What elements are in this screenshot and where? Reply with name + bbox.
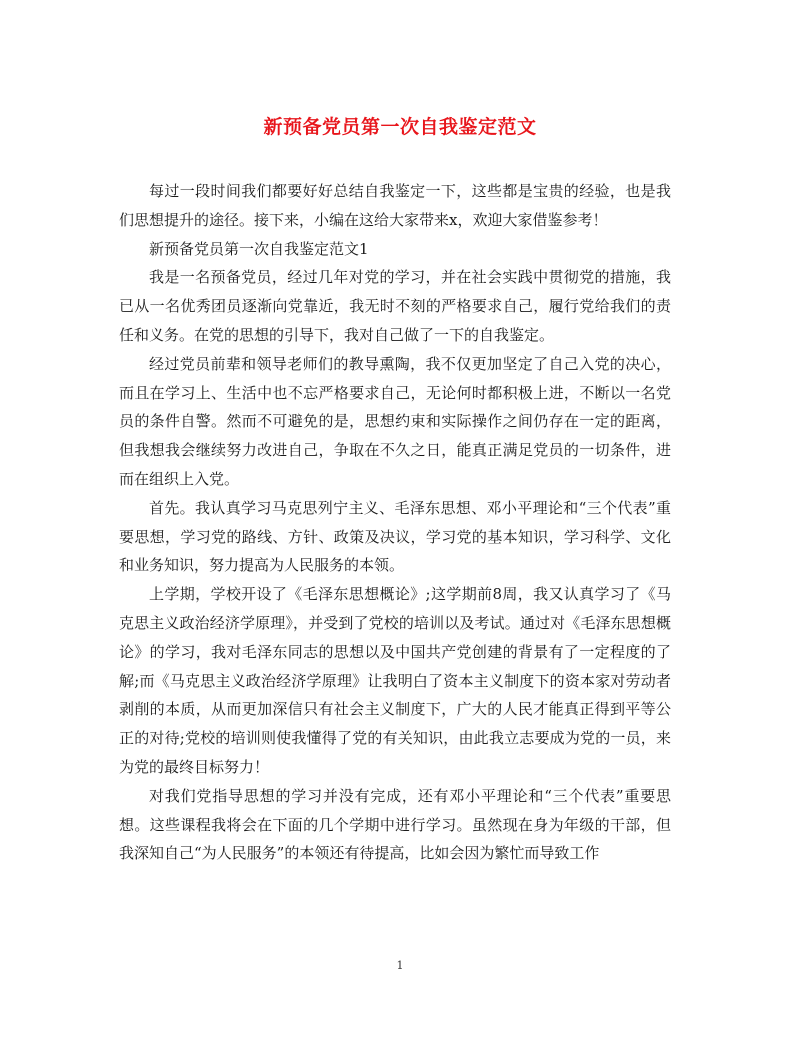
paragraph: 上学期，学校开设了《毛泽东思想概论》;这学期前8周，我又认真学习了《马克思主义政治经济学原理》，并受到了党校的培训以及考试。通过对《毛泽东思想概论》的学习，我对毛泽东同志的思想以及中国共产党创建的背景有了一定程度的了解;而《马克思主义政治经济学原理》让我明白了资本主义制度下的资本家对劳动者剥削的本质，从而更加深信只有社会主义制度下，广大的人民才能真正得到平等公正的对待;党校的培训则使我懂得了党的有关知识，由此我立志要成为党的一员，来为党的最终目标努力！: [119, 585, 671, 776]
paragraph: 经过党员前辈和领导老师们的教导熏陶，我不仅更加坚定了自己入党的决心，而且在学习上、生活中也不忘严格要求自己，无论何时都积极上进，不断以一名党员的条件自警。然而不可避免的是，思想约束和实际操作之间仍存在一定的距离，但我想我会继续努力改进自己，争取在不久之日，能真正满足党员的一切条件，进而在组织上入党。: [119, 354, 671, 488]
paragraph: 每过一段时间我们都要好好总结自我鉴定一下，这些都是宝贵的经验，也是我们思想提升的途径。接下来，小编在这给大家带来x，欢迎大家借鉴参考！: [119, 182, 671, 229]
document-title: 新预备党员第一次自我鉴定范文: [263, 116, 537, 138]
page-number: 1: [396, 959, 404, 972]
document-body: [119, 177, 671, 868]
paragraph: 对我们党指导思想的学习并没有完成，还有邓小平理论和“三个代表”重要思想。这些课程我将会在下面的几个学期中进行学习。虽然现在身为年级的干部，但我深知自己“为人民服务”的本领还有待提高，比如会因为繁忙而导致工作: [119, 786, 671, 863]
paragraph: 首先。我认真学习马克思列宁主义、毛泽东思想、邓小平理论和“三个代表”重要思想，学习党的路线、方针、政策及决议，学习党的基本知识，学习科学、文化和业务知识，努力提高为人民服务的本领。: [119, 498, 671, 575]
paragraph: 我是一名预备党员，经过几年对党的学习，并在社会实践中贯彻党的措施，我已从一名优秀团员逐渐向党靠近，我无时不刻的严格要求自己，履行党给我们的责任和义务。在党的思想的引导下，我对自己做了一下的自我鉴定。: [119, 268, 671, 344]
section-heading: 新预备党员第一次自我鉴定范文1: [149, 239, 369, 258]
